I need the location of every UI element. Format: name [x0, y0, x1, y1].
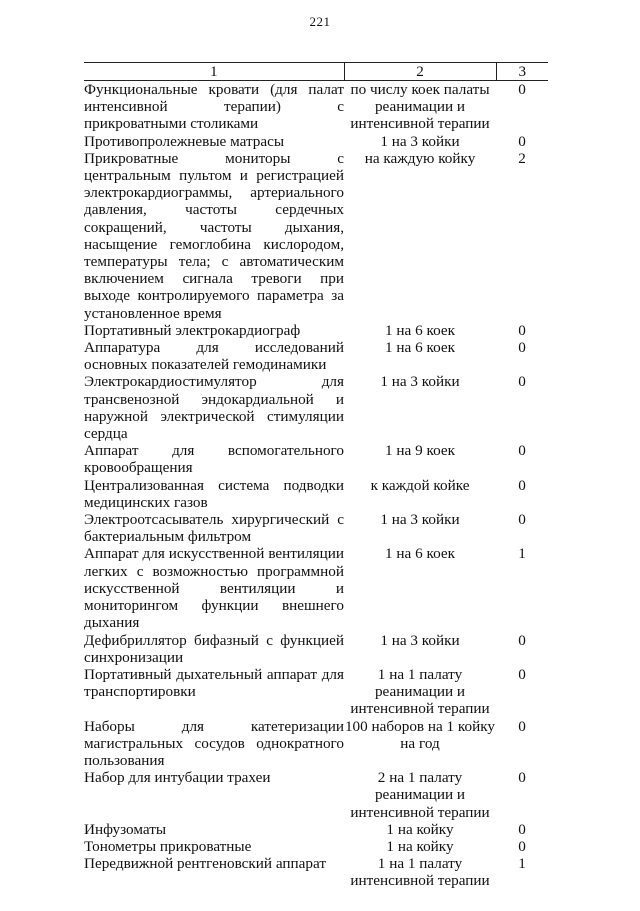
equipment-name: Прикроватные мониторы с центральным пультом и регистрацией электрокардиограммы, артериального давления, частоты сердечных сокращений, частоты дыхания, насыщение гемоглобина кислородом, температуры тела; с автоматическим включением сигнала тревоги при выходе контролируемого параметра за установленное время — [84, 149, 344, 322]
equipment-name: Аппаратура для исследований основных показателей гемодинамики — [84, 339, 344, 374]
quantity-norm: по числу коек палаты реанимации и интенсивной терапии — [350, 81, 490, 133]
available-count: 1 — [518, 545, 526, 563]
quantity-norm: 1 на койку — [386, 837, 454, 855]
available-count: 0 — [518, 511, 526, 529]
quantity-norm: к каждой койке — [370, 476, 470, 494]
column-header-3: 3 — [496, 63, 548, 81]
table-row — [84, 81, 548, 133]
equipment-name: Набор для интубации трахеи — [84, 769, 271, 787]
table-row — [84, 150, 548, 322]
equipment-name: Тонометры прикроватные — [84, 837, 252, 855]
equipment-name: Аппарат для вспомогательного кровообращения — [84, 442, 344, 477]
table-row — [84, 855, 548, 889]
available-count: 0 — [518, 339, 526, 357]
available-count: 0 — [518, 321, 526, 339]
quantity-norm: 1 на 6 коек — [385, 321, 455, 339]
quantity-norm: 1 на 6 коек — [385, 339, 455, 357]
equipment-name: Электроотсасыватель хирургический с бактериальным фильтром — [84, 511, 344, 546]
equipment-name: Электрокардиостимулятор для трансвенозной эндокардиальной и наружной электрической стимуляции сердца — [84, 373, 344, 443]
table-row — [84, 339, 548, 373]
quantity-norm: 1 на 6 коек — [385, 545, 455, 563]
quantity-norm: на каждую койку — [364, 149, 476, 167]
available-count: 0 — [518, 81, 526, 98]
table-row — [84, 477, 548, 511]
table-row — [84, 322, 548, 339]
equipment-name: Аппарат для искусственной вентиляции легких с возможностью программной искусственной вентиляции и мониторингом функции внешнего дыхания — [84, 545, 344, 632]
table-row — [84, 666, 548, 718]
column-header-2: 2 — [344, 63, 496, 81]
available-count: 0 — [518, 631, 526, 649]
equipment-name: Дефибриллятор бифазный с функцией синхронизации — [84, 631, 344, 666]
available-count: 2 — [518, 149, 526, 167]
table-row — [84, 373, 548, 442]
quantity-norm: 2 на 1 палату реанимации и интенсивной терапии — [350, 769, 490, 821]
table-row — [84, 632, 548, 666]
table-row — [84, 442, 548, 476]
available-count: 0 — [518, 820, 526, 838]
table-row — [84, 511, 548, 545]
equipment-name: Передвижной рентгеновский аппарат — [84, 855, 326, 873]
quantity-norm: 1 на 1 палату реанимации и интенсивной терапии — [350, 665, 490, 718]
page-number: 221 — [309, 14, 331, 29]
table-row — [84, 838, 548, 855]
quantity-norm: 1 на 3 койки — [380, 132, 460, 150]
available-count: 0 — [518, 373, 526, 391]
available-count: 0 — [518, 769, 526, 787]
equipment-name: Портативный дыхательный аппарат для транспортировки — [84, 665, 344, 701]
column-header-1: 1 — [84, 63, 344, 81]
equipment-name: Централизованная система подводки медицинских газов — [84, 476, 344, 511]
table-row — [84, 769, 548, 821]
available-count: 0 — [518, 665, 526, 683]
quantity-norm: 1 на 3 койки — [380, 373, 460, 391]
available-count: 0 — [518, 837, 526, 855]
equipment-name: Функциональные кровати (для палат интенсивной терапии) с прикроватными столиками — [84, 81, 344, 133]
table-row — [84, 821, 548, 838]
available-count: 0 — [518, 132, 526, 150]
equipment-table — [84, 62, 548, 890]
quantity-norm: 1 на 3 койки — [380, 631, 460, 649]
available-count: 0 — [518, 476, 526, 494]
available-count: 1 — [518, 855, 526, 873]
table-row — [84, 133, 548, 150]
quantity-norm: 1 на 9 коек — [385, 442, 455, 460]
equipment-name: Инфузоматы — [84, 820, 167, 838]
quantity-norm: 1 на 1 палату интенсивной терапии — [350, 855, 490, 890]
quantity-norm: 1 на 3 койки — [380, 511, 460, 529]
available-count: 0 — [518, 442, 526, 460]
table-row — [84, 545, 548, 631]
table-row — [84, 718, 548, 770]
equipment-name: Портативный электрокардиограф — [84, 321, 301, 339]
equipment-name: Наборы для катетеризации магистральных сосудов однократного пользования — [84, 717, 344, 769]
header-row — [84, 63, 548, 81]
quantity-norm: 1 на койку — [386, 820, 454, 838]
equipment-name: Противопролежневые матрасы — [84, 132, 285, 150]
quantity-norm: 100 наборов на 1 койку на год — [344, 717, 496, 752]
available-count: 0 — [518, 717, 526, 735]
